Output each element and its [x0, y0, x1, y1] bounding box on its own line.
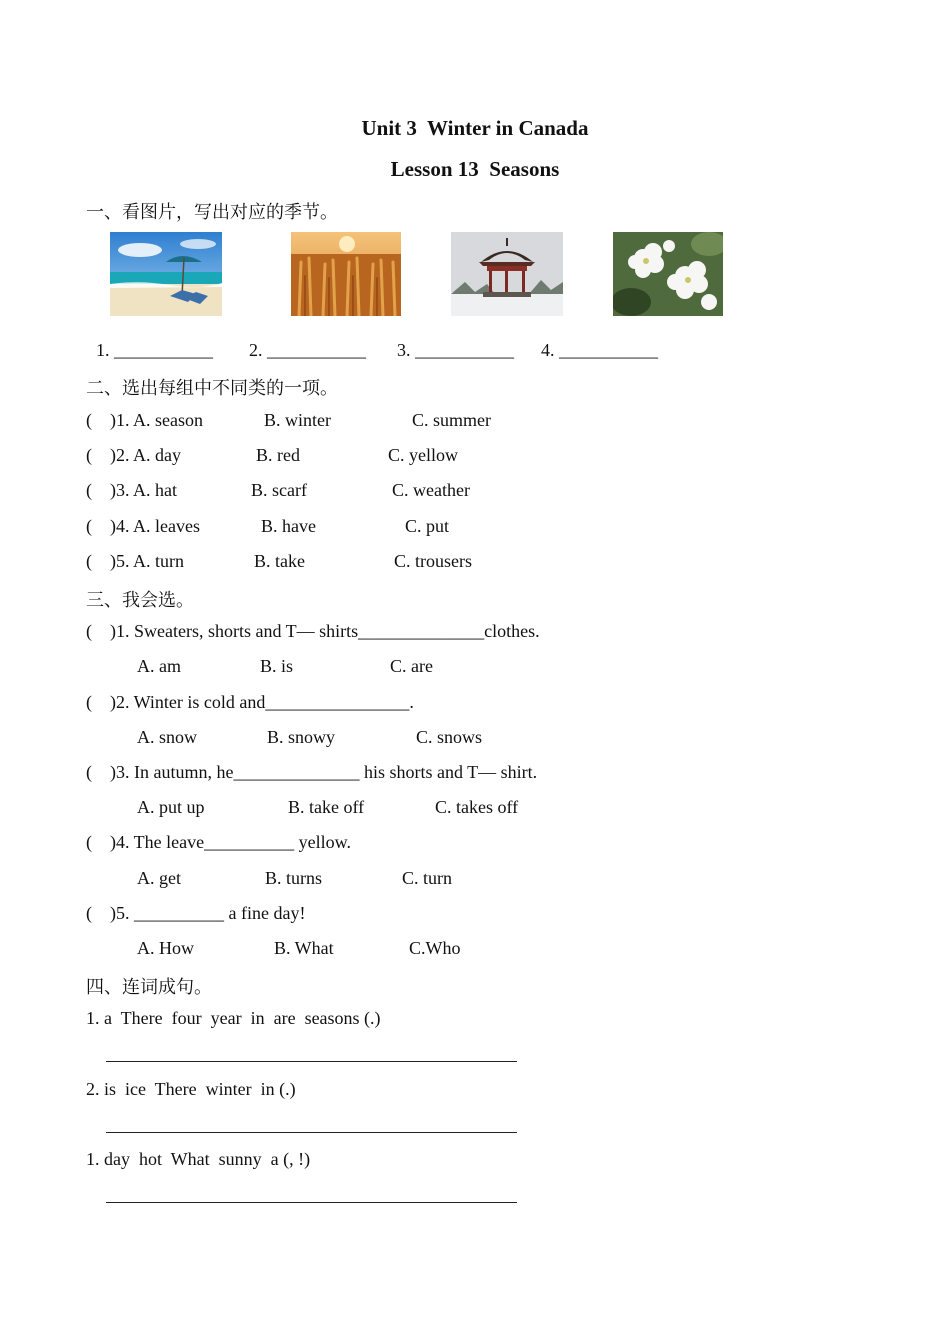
s3-q4-option-b: B. turns: [265, 868, 323, 888]
s2-item-1-a: ( )1. A. season: [86, 410, 203, 430]
beach-umbrella-image: [110, 232, 222, 316]
section-2-heading: 二、选出每组中不同类的一项。: [86, 378, 338, 399]
answer-blank-1[interactable]: 1. ___________: [96, 340, 213, 360]
s3-question-4: ( )4. The leave__________ yellow.: [86, 832, 351, 852]
s2-item-3-b: B. scarf: [251, 480, 307, 500]
s3-q2-option-c: C. snows: [416, 727, 483, 747]
s2-item-1-b: B. winter: [264, 410, 331, 430]
s2-item-5-a: ( )5. A. turn: [86, 551, 184, 571]
s3-q1-option-c: C. are: [390, 656, 433, 676]
s4-answer-line-1[interactable]: [106, 1061, 517, 1062]
s2-item-3-a: ( )3. A. hat: [86, 480, 177, 500]
answer-blank-2[interactable]: 2. ___________: [249, 340, 366, 360]
s2-item-4-a: ( )4. A. leaves: [86, 516, 200, 536]
section-1-heading: 一、看图片，写出对应的季节。: [86, 202, 338, 223]
s3-q5-option-b: B. What: [274, 938, 334, 958]
s3-question-1: ( )1. Sweaters, shorts and T— shirts______________clothes.: [86, 621, 540, 641]
s4-answer-line-2[interactable]: [106, 1132, 517, 1133]
s2-item-4-c: C. put: [405, 516, 450, 536]
snowy-pavilion-image: [451, 232, 563, 316]
s3-q1-option-a: A. am: [137, 656, 181, 676]
s3-q4-option-c: C. turn: [402, 868, 453, 888]
s3-question-5: ( )5. __________ a fine day!: [86, 903, 306, 923]
s3-q1-option-b: B. is: [260, 656, 294, 676]
s3-q3-option-a: A. put up: [137, 797, 205, 817]
s3-q3-option-c: C. takes off: [435, 797, 519, 817]
s2-item-2-b: B. red: [256, 445, 300, 465]
s4-item-1: 1. a There four year in are seasons (.): [86, 1008, 381, 1028]
s2-item-4-b: B. have: [261, 516, 316, 536]
s2-item-3-c: C. weather: [392, 480, 470, 500]
answer-blank-4[interactable]: 4. ___________: [541, 340, 658, 360]
s2-item-1-c: C. summer: [412, 410, 491, 430]
section-4-heading: 四、连词成句。: [86, 977, 212, 998]
s4-answer-line-3[interactable]: [106, 1202, 517, 1203]
unit-title: Unit 3 Winter in Canada: [361, 116, 589, 140]
s3-q5-option-c: C.Who: [409, 938, 461, 958]
lesson-title: Lesson 13 Seasons: [390, 157, 560, 181]
s3-q2-option-a: A. snow: [137, 727, 198, 747]
s3-q5-option-a: A. How: [137, 938, 194, 958]
section-3-heading: 三、我会选。: [86, 590, 194, 611]
s4-item-3: 1. day hot What sunny a (, !): [86, 1149, 311, 1169]
s2-item-5-b: B. take: [254, 551, 305, 571]
s2-item-5-c: C. trousers: [394, 551, 472, 571]
s3-q3-option-b: B. take off: [288, 797, 365, 817]
white-blossoms-image: [613, 232, 723, 316]
s2-item-2-c: C. yellow: [388, 445, 458, 465]
s3-q2-option-b: B. snowy: [267, 727, 336, 747]
s4-item-2: 2. is ice There winter in (.): [86, 1079, 296, 1099]
s2-item-2-a: ( )2. A. day: [86, 445, 181, 465]
answer-blank-3[interactable]: 3. ___________: [397, 340, 514, 360]
s3-q4-option-a: A. get: [137, 868, 181, 888]
s3-question-3: ( )3. In autumn, he______________ his shorts and T— shirt.: [86, 762, 538, 782]
s3-question-2: ( )2. Winter is cold and________________.: [86, 692, 414, 712]
wheat-field-image: [291, 232, 401, 316]
